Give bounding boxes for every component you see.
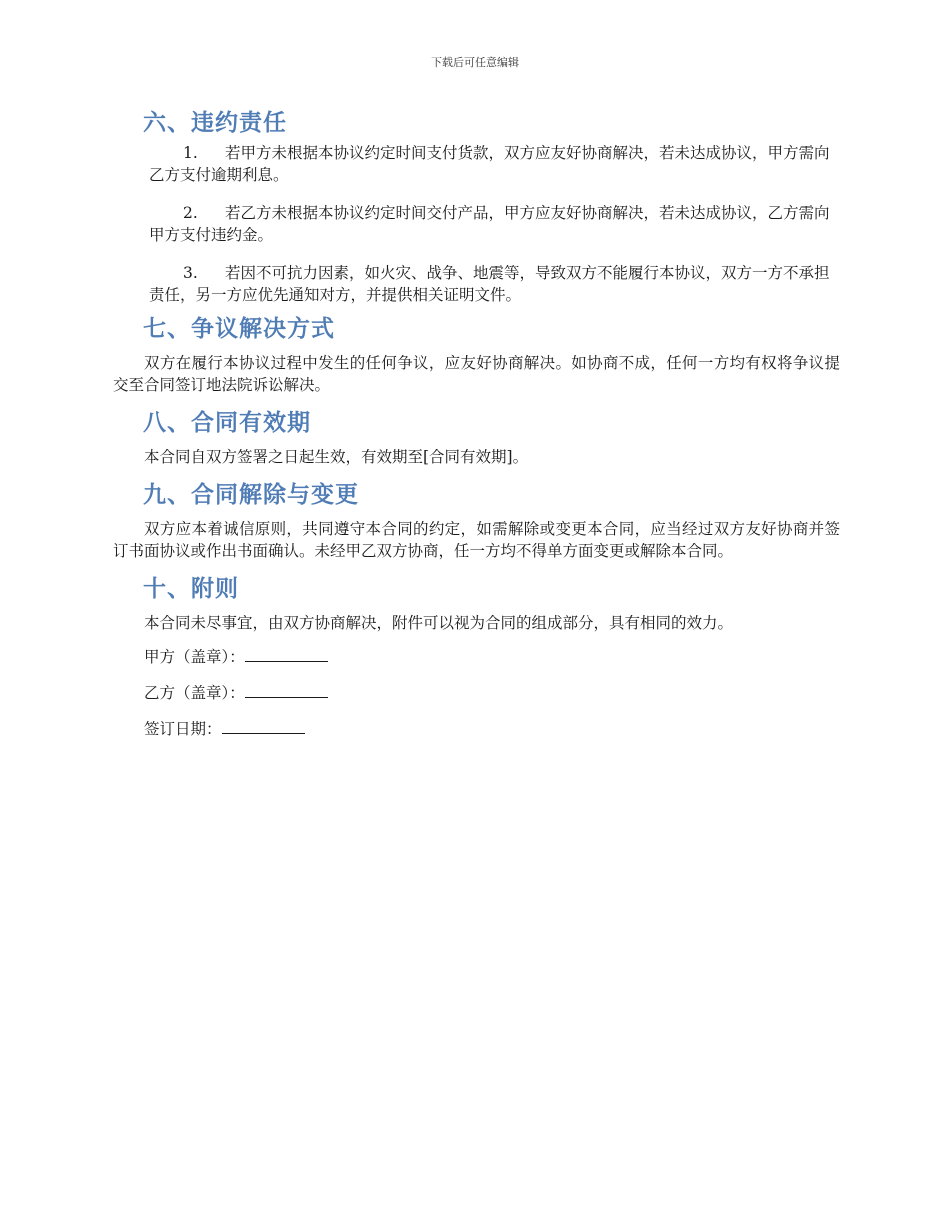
list-item bbox=[113, 262, 840, 306]
section-paragraph: 本合同自双方签署之日起生效，有效期至[合同有效期]。 bbox=[144, 448, 529, 466]
signature-label: 甲方（盖章）： bbox=[144, 648, 245, 666]
section-breach-liability bbox=[113, 108, 840, 306]
list-number: 2. bbox=[183, 204, 198, 222]
section-contract-term bbox=[113, 408, 840, 468]
signature-blank bbox=[245, 683, 328, 698]
signature-block bbox=[113, 646, 840, 740]
section-heading: 六、违约责任 bbox=[143, 110, 287, 136]
section-termination-modification bbox=[113, 480, 840, 562]
section-heading: 十、附则 bbox=[143, 576, 239, 602]
list-number: 3. bbox=[183, 264, 198, 282]
section-heading: 八、合同有效期 bbox=[143, 410, 311, 436]
section-dispute-resolution bbox=[113, 314, 840, 396]
section-heading: 九、合同解除与变更 bbox=[143, 482, 359, 508]
list-text: 若乙方未根据本协议约定时间交付产品，甲方应友好协商解决，若未达成协议，乙方需向甲方支付违约金。 bbox=[149, 204, 830, 244]
document-body bbox=[113, 108, 840, 754]
party-a-signature bbox=[144, 646, 840, 668]
list-text: 若因不可抗力因素，如火灾、战争、地震等，导致双方不能履行本协议，双方一方不承担责任，另一方应优先通知对方，并提供相关证明文件。 bbox=[149, 264, 830, 304]
section-paragraph: 双方在履行本协议过程中发生的任何争议，应友好协商解决。如协商不成，任何一方均有权将争议提交至合同签订地法院诉讼解决。 bbox=[113, 354, 840, 394]
list-item bbox=[113, 142, 840, 186]
signing-date bbox=[144, 718, 840, 740]
section-paragraph: 双方应本着诚信原则，共同遵守本合同的约定，如需解除或变更本合同，应当经过双方友好协商并签订书面协议或作出书面确认。未经甲乙双方协商，任一方均不得单方面变更或解除本合同。 bbox=[113, 520, 840, 560]
section-paragraph: 本合同未尽事宜，由双方协商解决，附件可以视为合同的组成部分，具有相同的效力。 bbox=[144, 614, 734, 632]
signature-blank bbox=[222, 719, 305, 734]
section-heading: 七、争议解决方式 bbox=[143, 316, 335, 342]
signature-label: 乙方（盖章）： bbox=[144, 684, 245, 702]
section-supplementary bbox=[113, 574, 840, 634]
list-item bbox=[113, 202, 840, 246]
page-header-note: 下载后可任意编辑 bbox=[431, 56, 519, 69]
signature-label: 签订日期： bbox=[144, 720, 222, 738]
list-number: 1. bbox=[183, 144, 198, 162]
party-b-signature bbox=[144, 682, 840, 704]
signature-blank bbox=[245, 647, 328, 662]
list-text: 若甲方未根据本协议约定时间支付货款，双方应友好协商解决，若未达成协议，甲方需向乙方支付逾期利息。 bbox=[149, 144, 830, 184]
